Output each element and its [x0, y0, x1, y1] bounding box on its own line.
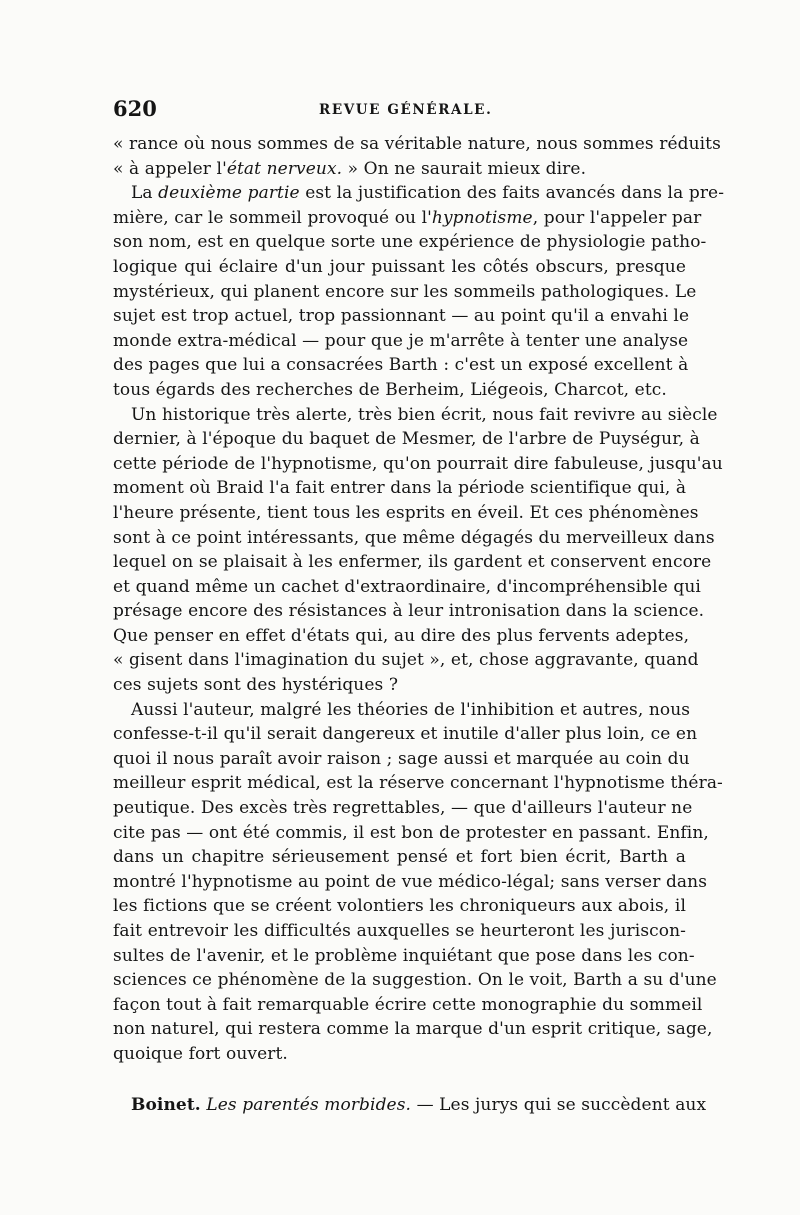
text-line: son nom, est en quelque sorte une expérience de physiologie patho- — [113, 232, 707, 253]
text-line: « rance où nous sommes de sa véritable nature, nous sommes réduits — [113, 134, 721, 154]
text-line: mystérieux, qui planent encore sur les sommeils pathologiques. Le — [113, 281, 697, 302]
text-line: l'heure présente, tient tous les esprits en éveil. Et ces phénomènes — [113, 502, 699, 523]
text-line: façon tout à fait remarquable écrire cette monographie du sommeil — [113, 994, 703, 1015]
text-line: confesse-t-il qu'il serait dangereux et inutile d'aller plus loin, ce en — [113, 724, 698, 745]
text-line: dernier, à l'époque du baquet de Mesmer, de l'arbre de Puységur, à — [113, 429, 700, 450]
text-line: quoique fort ouvert. — [113, 1043, 288, 1064]
page-header — [113, 94, 688, 124]
text-line: « gisent dans l'imagination du sujet », et, chose aggravante, quand — [113, 650, 699, 671]
text-line: présage encore des résistances à leur intronisation dans la science. — [113, 601, 705, 622]
text-line: montré l'hypnotisme au point de vue médico-légal; sans verser dans — [113, 871, 708, 892]
text-line: des pages que lui a consacrées Barth : c'est un exposé excellent à — [113, 355, 689, 376]
text-line: ces sujets sont des hystériques ? — [113, 675, 399, 696]
section-gap — [113, 1067, 686, 1093]
text-line: Que penser en effet d'états qui, au dire des plus fervents adeptes, — [113, 625, 690, 646]
text-line: moment où Braid l'a fait entrer dans la période scientifique qui, à — [113, 478, 687, 499]
text-line: tous égards des recherches de Berheim, Liégeois, Charcot, etc. — [113, 379, 667, 400]
text-line: peutique. Des excès très regrettables, — que d'ailleurs l'auteur ne — [113, 798, 693, 819]
page-number: 620 — [113, 96, 157, 121]
text-line: sujet est trop actuel, trop passionnant — au point qu'il a envahi le — [113, 306, 690, 327]
text-line: mière, car le sommeil provoqué ou l'hypnotisme, pour l'appeler par — [113, 207, 702, 228]
text-line: Boinet. Les parentés morbides. — Les jurys qui se succèdent aux — [131, 1094, 707, 1115]
text-line: sciences ce phénomène de la suggestion. On le voit, Barth a su d'une — [113, 970, 717, 991]
text-line: meilleur esprit médical, est la réserve concernant l'hypnotisme théra- — [113, 773, 723, 794]
text-line: les fictions que se créent volontiers les chroniqueurs aux abois, il — [113, 896, 686, 917]
text-line: sont à ce point intéressants, que même dégagés du merveilleux dans — [113, 527, 715, 548]
body-text — [113, 132, 725, 1117]
text-line: logique qui éclaire d'un jour puissant les côtés obscurs, presque — [113, 256, 686, 277]
text-line: et quand même un cachet d'extraordinaire, d'incompréhensible qui — [113, 576, 701, 597]
text-line: non naturel, qui restera comme la marque d'un esprit critique, sage, — [113, 1019, 713, 1040]
text-line: « à appeler l'état nerveux. » On ne saurait mieux dire. — [113, 158, 587, 179]
text-line: La deuxième partie est la justification des faits avancés dans la pre- — [131, 183, 725, 204]
text-line: quoi il nous paraît avoir raison ; sage aussi et marquée au coin du — [113, 748, 690, 769]
text-line: Un historique très alerte, très bien écrit, nous fait revivre au siècle — [131, 404, 718, 425]
text-line: sultes de l'avenir, et le problème inquiétant que pose dans les con- — [113, 945, 695, 966]
text-line: Aussi l'auteur, malgré les théories de l'inhibition et autres, nous — [131, 699, 691, 720]
text-line: cite pas — ont été commis, il est bon de protester en passant. Enfin, — [113, 822, 709, 843]
text-line: dans un chapitre sérieusement pensé et fort bien écrit, Barth a — [113, 847, 686, 868]
running-head: REVUE GÉNÉRALE. — [319, 102, 493, 118]
text-line: lequel on se plaisait à les enfermer, ils gardent et conservent encore — [113, 552, 712, 573]
text-line: monde extra-médical — pour que je m'arrête à tenter une analyse — [113, 330, 689, 351]
text-line: cette période de l'hypnotisme, qu'on pourrait dire fabuleuse, jusqu'au — [113, 453, 723, 474]
text-line: fait entrevoir les difficultés auxquelles se heurteront les juriscon- — [113, 921, 686, 941]
